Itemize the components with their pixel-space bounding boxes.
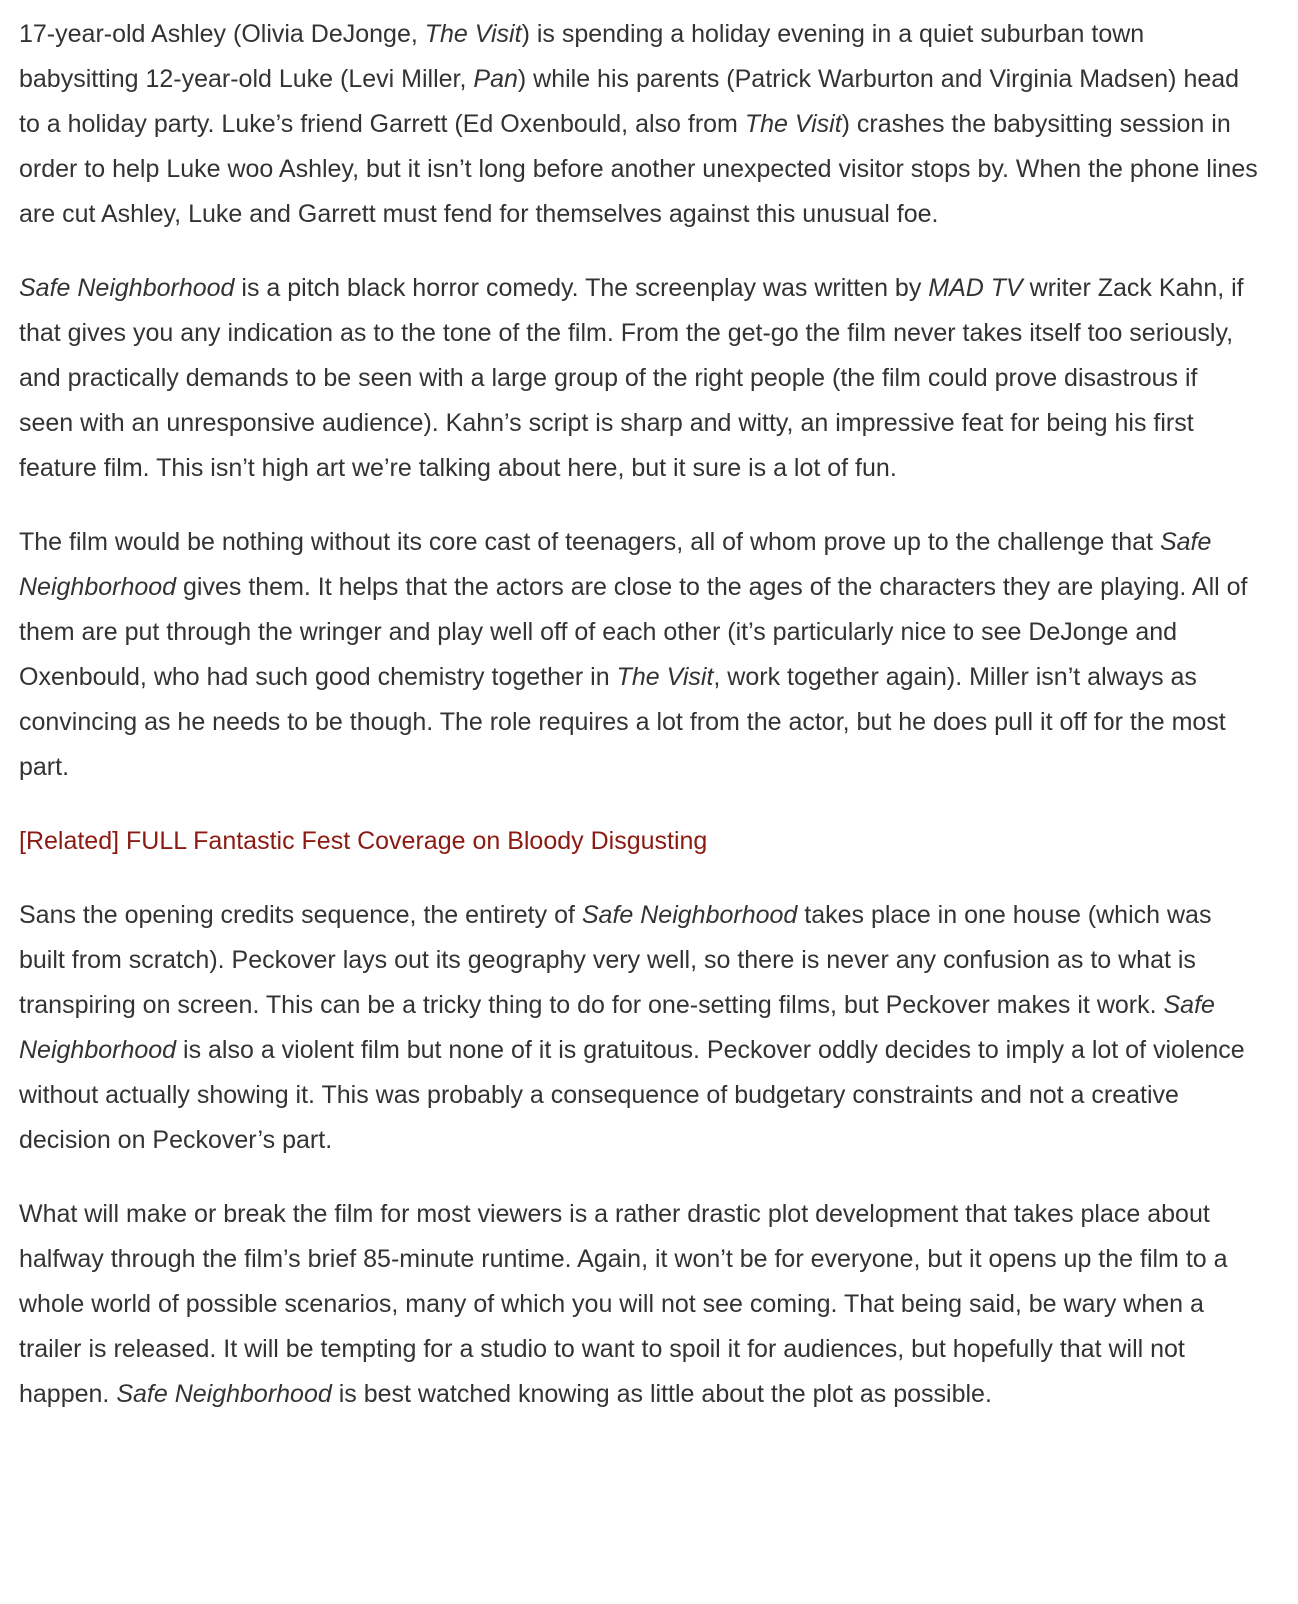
related-coverage-link[interactable]: [Related] FULL Fantastic Fest Coverage on Bloody Disgusting [19, 827, 708, 855]
text-segment: Sans the opening credits sequence, the entirety of [19, 901, 582, 929]
film-title-safe-neighborhood: Safe Neighborhood [581, 901, 798, 929]
text-segment: ) while his parents (Patrick Warburton and Virginia Madsen) head to a holiday party. Luke’s friend Garrett (Ed Oxenbould, also from [19, 65, 1240, 138]
text-segment: ) is spending a holiday evening in a quiet suburban town babysitting 12-year-old Luke (Levi Miller, [19, 20, 1145, 93]
film-title-pan: Pan [473, 65, 518, 93]
film-title-safe-neighborhood: Safe Neighborhood [116, 1380, 332, 1408]
film-title-safe-neighborhood: Safe Neighborhood [19, 528, 1212, 601]
film-title-safe-neighborhood: Safe Neighborhood [19, 991, 1215, 1064]
text-segment: , work together again). Miller isn’t always as convincing as he needs to be though. The role requires a lot from the actor, but he does pull it off for the most part. [19, 663, 1226, 781]
text-segment: is also a violent film but none of it is gratuitous. Peckover oddly decides to imply a lot of violence without actually showing it. This was probably a consequence of budgetary constraints and not a creative decision on Peckover’s part. [19, 1036, 1245, 1154]
show-title-mad-tv: MAD TV [928, 274, 1023, 302]
paragraph-plot-twist [19, 1192, 1258, 1417]
film-title-safe-neighborhood: Safe Neighborhood [19, 274, 235, 302]
paragraph-setting [19, 893, 1258, 1163]
film-title-the-visit: The Visit [616, 663, 714, 691]
film-title-the-visit: The Visit [744, 110, 842, 138]
paragraph-synopsis [19, 12, 1258, 237]
film-title-the-visit: The Visit [424, 20, 522, 48]
paragraph-tone [19, 266, 1258, 491]
paragraph-cast [19, 520, 1258, 790]
text-segment: takes place in one house (which was built from scratch). Peckover lays out its geography very well, so there is never any confusion as to what is transpiring on screen. This can be a tricky thing to do for one-setting films, but Peckover makes it work. [19, 901, 1212, 1019]
text-segment: 17-year-old Ashley (Olivia DeJonge, [19, 20, 425, 48]
text-segment: is a pitch black horror comedy. The screenplay was written by [234, 274, 929, 302]
text-segment: writer Zack Kahn, if that gives you any indication as to the tone of the film. From the get-go the film never takes itself too seriously, and practically demands to be seen with a large group of the right people (the film could prove disastrous if seen with an unresponsive audience). Kahn’s script is sharp and witty, an impressive feat for being his first feature film. This isn’t high art we’re talking about here, but it sure is a lot of fun. [19, 274, 1244, 482]
text-segment: ) crashes the babysitting session in order to help Luke woo Ashley, but it isn’t long before another unexpected visitor stops by. When the phone lines are cut Ashley, Luke and Garrett must fend for themselves against this unusual foe. [19, 110, 1258, 228]
text-segment: The film would be nothing without its core cast of teenagers, all of whom prove up to the challenge that [19, 528, 1160, 556]
text-segment: is best watched knowing as little about the plot as possible. [331, 1380, 992, 1408]
text-segment: gives them. It helps that the actors are close to the ages of the characters they are playing. All of them are put through the wringer and play well off of each other (it’s particularly nice to see DeJonge and Oxenbould, who had such good chemistry together in [19, 573, 1248, 691]
text-segment: What will make or break the film for most viewers is a rather drastic plot development that takes place about halfway through the film’s brief 85-minute runtime. Again, it won’t be for everyone, but it opens up the film to a whole world of possible scenarios, many of which you will not see coming. That being said, be wary when a trailer is released. It will be tempting for a studio to want to spoil it for audiences, but hopefully that will not happen. [19, 1200, 1228, 1408]
paragraph-related [19, 819, 1258, 864]
